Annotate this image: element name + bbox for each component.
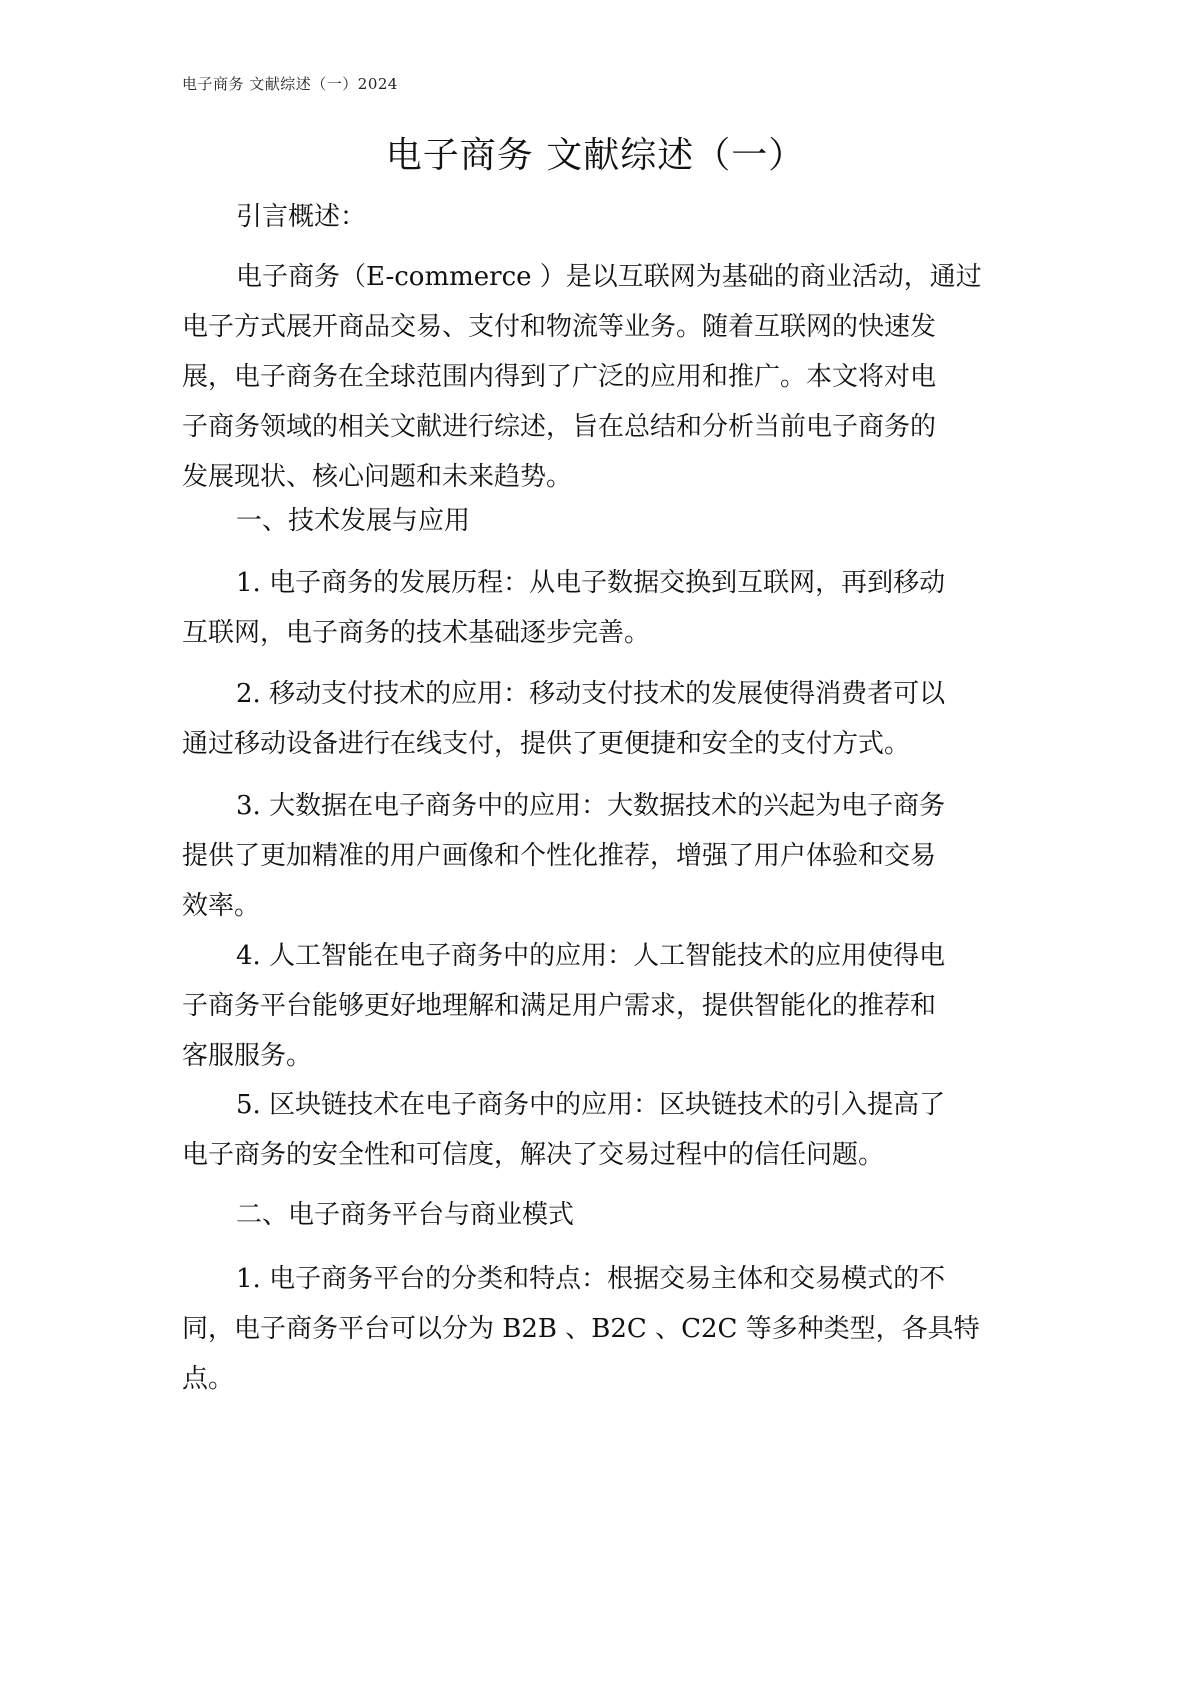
paragraph-line: 互联网，电子商务的技术基础逐步完善。 <box>182 618 651 648</box>
paragraph-line: 1. 电子商务的发展历程：从电子数据交换到互联网，再到移动 <box>236 568 946 598</box>
intro-line: 展，电子商务在全球范围内得到了广泛的应用和推广。本文将对电 <box>182 362 937 392</box>
running-header: 电子商务 文献综述（一）2024 <box>182 75 398 93</box>
paragraph-line: 3. 大数据在电子商务中的应用：大数据技术的兴起为电子商务 <box>236 791 946 821</box>
section1-item-3 <box>182 781 1022 931</box>
intro-label <box>182 192 1022 242</box>
intro-paragraph <box>182 252 1022 502</box>
paragraph-line: 提供了更加精准的用户画像和个性化推荐，增强了用户体验和交易 <box>182 841 937 871</box>
intro-label-text: 引言概述： <box>236 202 367 232</box>
document-title: 电子商务 文献综述（一） <box>385 135 806 176</box>
section-heading-1-text: 一、技术发展与应用 <box>236 506 471 536</box>
paragraph-line: 电子商务的安全性和可信度，解决了交易过程中的信任问题。 <box>182 1140 885 1170</box>
section-heading-2 <box>182 1190 1022 1240</box>
section-heading-1 <box>182 496 1022 546</box>
paragraph-line: 1. 电子商务平台的分类和特点：根据交易主体和交易模式的不 <box>236 1264 946 1294</box>
paragraph-line: 效率。 <box>182 891 261 921</box>
section2-item-1 <box>182 1254 1022 1404</box>
paragraph-line: 2. 移动支付技术的应用：移动支付技术的发展使得消费者可以 <box>236 679 946 709</box>
paragraph-line: 点。 <box>182 1364 235 1394</box>
paragraph-line: 通过移动设备进行在线支付，提供了更便捷和安全的支付方式。 <box>182 729 911 759</box>
intro-line: 子商务领域的相关文献进行综述，旨在总结和分析当前电子商务的 <box>182 412 937 442</box>
section1-item-5 <box>182 1080 1022 1180</box>
paragraph-line: 客服服务。 <box>182 1041 313 1071</box>
paragraph-line: 子商务平台能够更好地理解和满足用户需求，提供智能化的推荐和 <box>182 991 937 1021</box>
intro-line: 发展现状、核心问题和未来趋势。 <box>182 462 573 492</box>
section1-item-1 <box>182 558 1022 658</box>
intro-line: 电子商务（E-commerce ）是以互联网为基础的商业活动，通过 <box>236 262 982 292</box>
paragraph-line: 5. 区块链技术在电子商务中的应用：区块链技术的引入提高了 <box>236 1090 946 1120</box>
section1-item-2 <box>182 669 1022 769</box>
section1-item-4 <box>182 931 1022 1081</box>
paragraph-line: 4. 人工智能在电子商务中的应用：人工智能技术的应用使得电 <box>236 941 946 971</box>
intro-line: 电子方式展开商品交易、支付和物流等业务。随着互联网的快速发 <box>182 312 937 342</box>
section-heading-2-text: 二、电子商务平台与商业模式 <box>236 1200 575 1230</box>
paragraph-line: 同，电子商务平台可以分为 B2B 、B2C 、C2C 等多种类型，各具特 <box>182 1314 980 1344</box>
